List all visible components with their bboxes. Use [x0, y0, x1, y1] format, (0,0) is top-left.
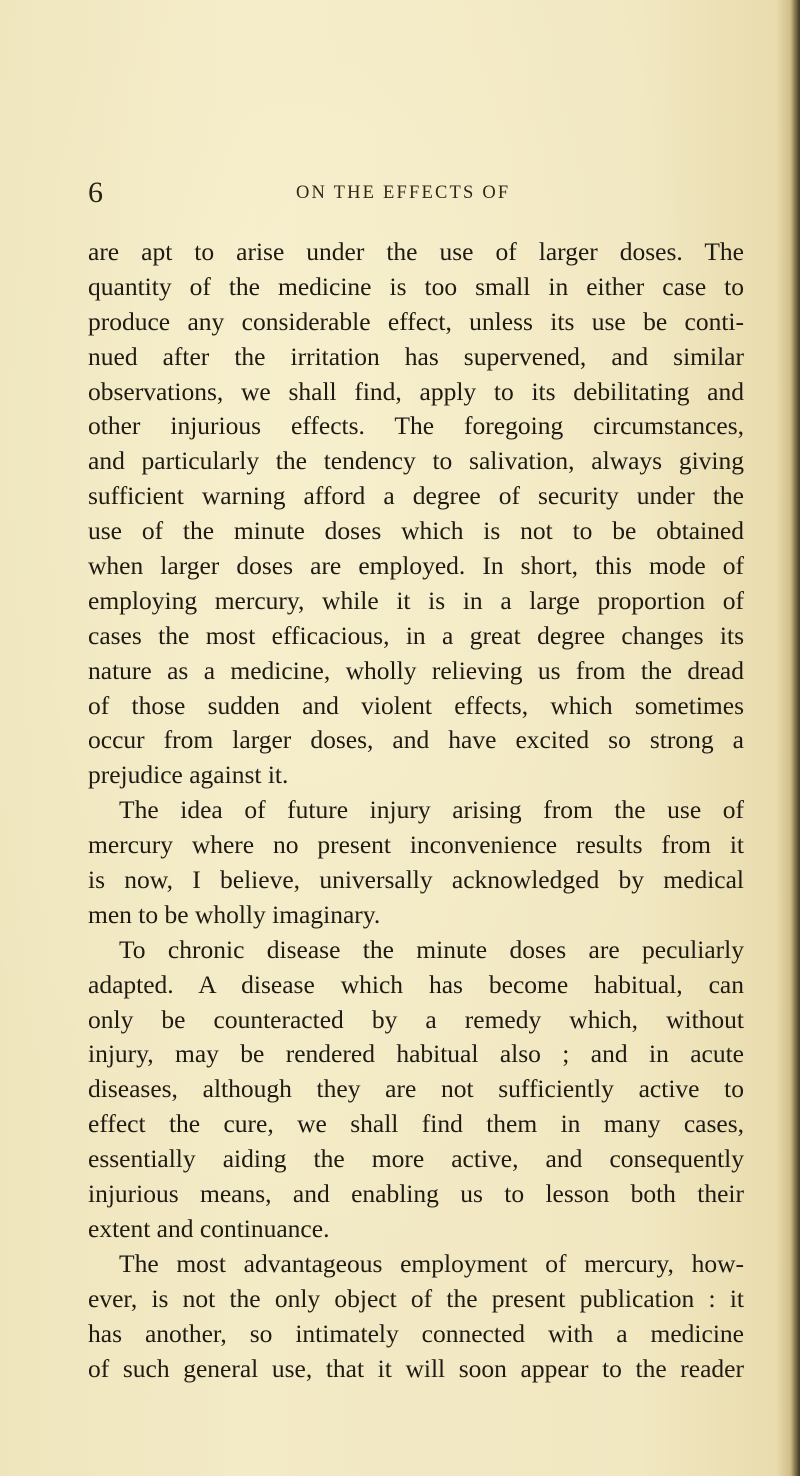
- text-line: essentially aiding the more active, and consequently: [88, 1144, 744, 1174]
- text-line: is now, I believe, universally acknowledged by medical: [88, 865, 744, 895]
- text-line: of such general use, that it will soon appear to the reader: [88, 1353, 744, 1383]
- text-line: occur from larger doses, and have excited so strong a: [88, 725, 744, 755]
- text-line: The idea of future injury arising from the use of: [119, 795, 744, 825]
- text-line: nature as a medicine, wholly relieving us from the dread: [88, 655, 744, 685]
- text-line: when larger doses are employed. In short, this mode of: [88, 551, 744, 581]
- text-line: observations, we shall find, apply to its debilitating and: [88, 376, 744, 406]
- text-line: prejudice against it.: [88, 760, 289, 790]
- binding-shadow: [790, 0, 800, 1476]
- body-text: [88, 235, 744, 1386]
- text-line: injurious means, and enabling us to lesson both their: [88, 1179, 744, 1209]
- text-line: and particularly the tendency to salivation, always giving: [88, 446, 744, 476]
- text-line: nued after the irritation has supervened, and similar: [88, 341, 744, 371]
- text-line: ever, is not the only object of the present publication : it: [88, 1283, 744, 1313]
- text-line: effect the cure, we shall find them in many cases,: [88, 1109, 744, 1139]
- running-header: ON THE EFFECTS OF: [296, 183, 511, 203]
- text-line: other injurious effects. The foregoing circumstances,: [88, 411, 744, 441]
- text-line: mercury where no present inconvenience results from it: [88, 830, 744, 860]
- text-line: injury, may be rendered habitual also ; and in acute: [88, 1039, 744, 1069]
- page-number: 6: [88, 176, 103, 209]
- text-line: adapted. A disease which has become habitual, can: [88, 969, 744, 999]
- text-line: diseases, although they are not sufficiently active to: [88, 1074, 744, 1104]
- text-line: To chronic disease the minute doses are peculiarly: [119, 934, 744, 964]
- text-line: quantity of the medicine is too small in either case to: [88, 271, 744, 301]
- text-line: has another, so intimately connected with a medicine: [88, 1318, 744, 1348]
- text-line: cases the most efficacious, in a great degree changes its: [88, 620, 744, 650]
- text-line: employing mercury, while it is in a large proportion of: [88, 585, 744, 615]
- text-line: of those sudden and violent effects, which sometimes: [88, 690, 744, 720]
- text-line: produce any considerable effect, unless its use be conti-: [88, 306, 744, 336]
- text-line: men to be wholly imaginary.: [88, 899, 381, 929]
- text-line: The most advantageous employment of mercury, how-: [119, 1248, 744, 1278]
- text-line: are apt to arise under the use of larger doses. The: [88, 237, 744, 266]
- text-line: use of the minute doses which is not to be obtained: [88, 516, 744, 546]
- text-line: extent and continuance.: [88, 1213, 330, 1243]
- text-line: sufficient warning afford a degree of security under the: [88, 481, 744, 511]
- text-line: only be counteracted by a remedy which, without: [88, 1004, 744, 1034]
